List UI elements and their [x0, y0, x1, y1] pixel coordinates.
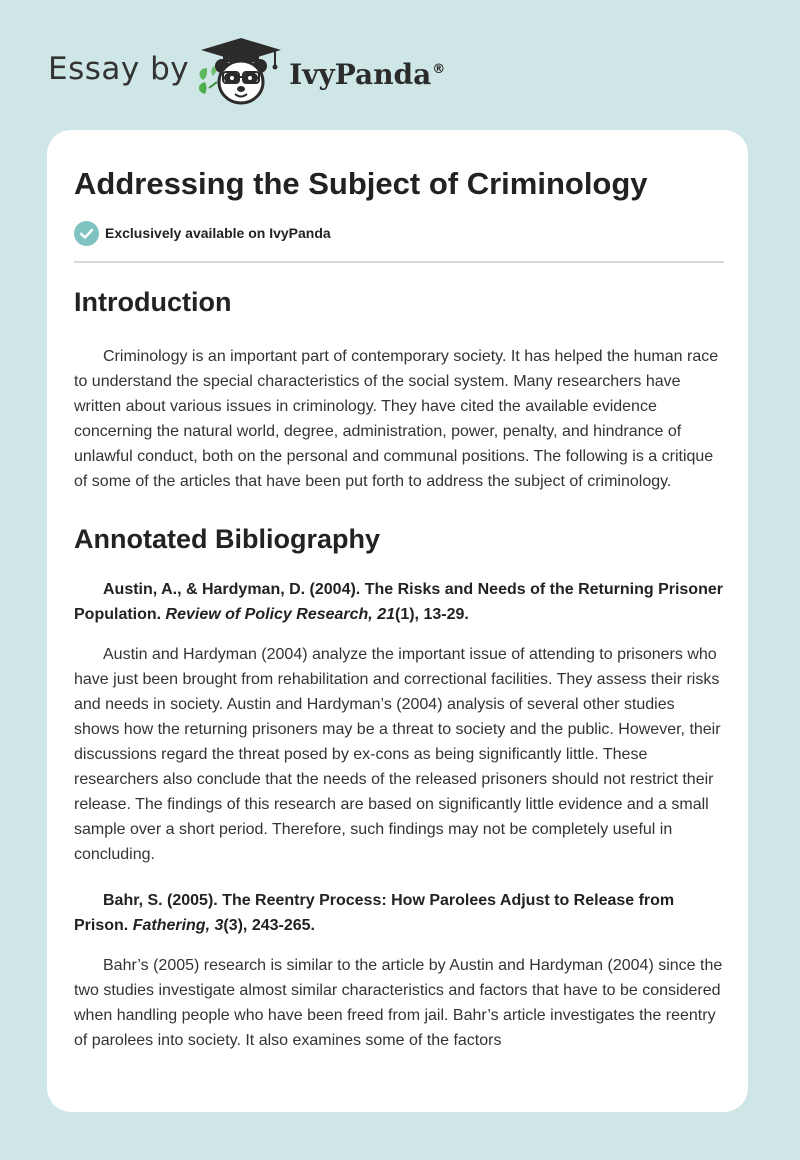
citation-journal: Fathering, 3: [132, 917, 224, 934]
citation-main: Austin, A., & Hardyman, D. (2004). The Risks and Needs of the Returning Prisoner Population.: [74, 581, 723, 623]
check-circle-icon: [74, 221, 99, 246]
introduction-paragraph: Criminology is an important part of contemporary society. It has helped the human race to understand the special characteristics of the social system. Many researchers have written about various issues in criminology. They have cited the available evidence concerning the natural world, degree, administration, power, penalty, and hindrance of unlawful conduct, both on the personal and communal positions. The following is a critique of some of the articles that have been put forth to address the subject of criminology.: [74, 348, 719, 490]
brand-name: IvyPanda®: [289, 57, 446, 91]
exclusive-badge: [74, 220, 724, 246]
bibliography-citation: [74, 577, 724, 627]
essay-title: Addressing the Subject of Criminology: [74, 166, 648, 201]
registered-mark: ®: [432, 62, 446, 78]
introduction-heading: Introduction: [74, 287, 232, 317]
brand-prefix: Essay by: [48, 51, 190, 87]
citation-main: Bahr, S. (2005). The Reentry Process: How Parolees Adjust to Release from Prison.: [74, 892, 675, 934]
citation-tail: (3), 243-265.: [223, 917, 315, 934]
site-header: [48, 36, 445, 108]
badge-label: Exclusively available on IvyPanda: [105, 225, 331, 241]
panda-graduate-icon: [195, 36, 287, 108]
citation-tail: (1), 13-29.: [395, 606, 469, 623]
bibliography-annotation: Austin and Hardyman (2004) analyze the important issue of attending to prisoners who have just been brought from rehabilitation and correctional facilities. They assess their risks and needs in society. Austin and Hardyman’s (2004) analysis of several other studies shows how the returning prisoners may be a threat to society and the public. However, their discussions regard the threat posed by ex-cons as being significantly little. These researchers also conclude that the needs of the released prisoners should not restrict their release. The findings of this research are based on significantly little evidence and a small sample over a short period. Therefore, such findings may not be completely useful in concluding.: [74, 646, 721, 863]
citation-journal: Review of Policy Research, 21: [165, 606, 395, 623]
bibliography-citation: [74, 888, 724, 938]
bibliography-annotation: Bahr’s (2005) research is similar to the article by Austin and Hardyman (2004) since the two studies investigate almost similar characteristics and factors that have to be considered when handling people who have been freed from jail. Bahr’s article investigates the reentry of parolees into society. It also examines some of the factors: [74, 957, 723, 1049]
title-divider: [74, 261, 724, 263]
essay-card: [47, 130, 748, 1112]
bibliography-heading: Annotated Bibliography: [74, 524, 380, 554]
essay-content: [74, 164, 724, 1053]
